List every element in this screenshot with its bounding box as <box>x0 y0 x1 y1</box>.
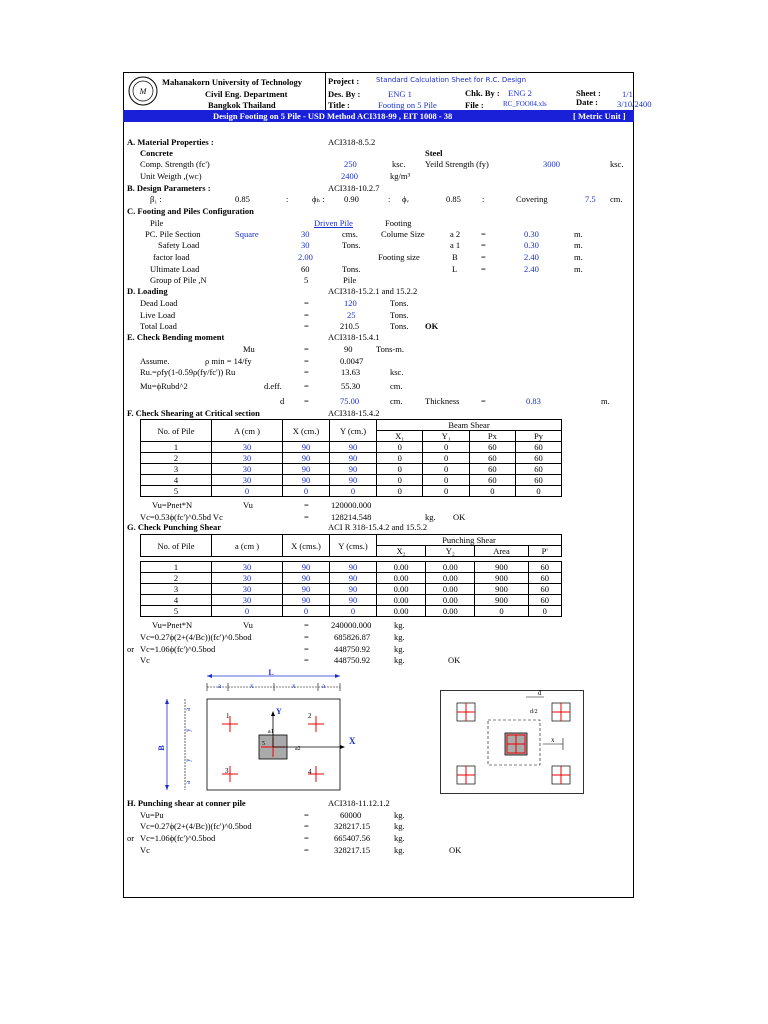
loading-ok: OK <box>425 321 439 331</box>
table-cell: 900 <box>475 573 528 584</box>
sheet-value: 1/1 <box>622 89 633 99</box>
h-vu-value: 60000 <box>340 810 362 820</box>
section-d-ref: ACI318-15.2.1 and 15.2.2 <box>328 286 418 296</box>
table-cell: 90 <box>283 573 330 584</box>
table-cell: 0 <box>377 464 423 475</box>
table-cell: 90 <box>330 475 377 486</box>
table-cell: 90 <box>330 464 377 475</box>
table-cell: 2 <box>141 453 212 464</box>
fc-value: 250 <box>344 159 357 169</box>
dim-y-top: y <box>184 728 192 732</box>
a1-value: 0.30 <box>524 240 539 250</box>
pc-value: 30 <box>301 229 310 239</box>
g-ok: OK <box>448 655 461 665</box>
B-label: B <box>452 252 458 262</box>
table-cell: 30 <box>212 453 283 464</box>
safety-load-value: 30 <box>301 240 310 250</box>
a1-unit: m. <box>574 240 583 250</box>
deff-value: 55.30 <box>341 381 361 391</box>
design-title-bar <box>123 110 634 122</box>
table-cell: 0 <box>212 486 283 497</box>
L-value: 2.40 <box>524 264 539 274</box>
dead-load-label: Dead Load <box>140 298 178 308</box>
dim-x-left: x <box>250 682 254 690</box>
table-cell: 900 <box>475 584 528 595</box>
table-cell: 0.00 <box>377 573 426 584</box>
g-vc1-label: Vc=0.27ϕ(2+(4/Bc))(fc')^0.5bod <box>140 632 252 642</box>
project-label: Project : <box>328 76 360 86</box>
table-cell: 0 <box>283 486 330 497</box>
assume-label: Assume. <box>140 356 170 366</box>
table-cell: 0 <box>423 442 469 453</box>
table-cell: 90 <box>283 464 330 475</box>
table-cell: 30 <box>212 584 283 595</box>
live-load-label: Live Load <box>140 310 176 320</box>
table-cell: 60 <box>469 453 515 464</box>
table-cell: 0 <box>212 606 283 617</box>
ultimate-load-unit: Tons. <box>342 264 361 274</box>
table-cell: 0 <box>377 475 423 486</box>
total-load-value: 210.5 <box>340 321 360 331</box>
fy-label: Yeild Strength (fy) <box>425 159 489 169</box>
pile-5-label: 5 <box>262 741 265 747</box>
f-vu-value: 120000.000 <box>331 500 372 510</box>
ru-value: 13.63 <box>341 367 361 377</box>
axis-Y-label: Y <box>276 707 282 716</box>
table-cell: 0 <box>330 606 377 617</box>
table-cell: 4 <box>141 475 212 486</box>
table-cell: 90 <box>283 562 330 573</box>
section-e-ref: ACI318-15.4.1 <box>328 332 380 342</box>
steel-heading: Steel <box>425 148 443 158</box>
table-cell: 2 <box>141 573 212 584</box>
mu-formula: Mu=ϕRubd^2 <box>140 381 188 391</box>
chk-by-label: Chk. By : <box>465 88 500 98</box>
table-cell: 0 <box>423 464 469 475</box>
h-vc1-label: Vc=0.27ϕ(2+(4/Bc))(fc')^0.5bod <box>140 821 252 831</box>
pile-3-label: 3 <box>225 767 229 775</box>
deff-unit: cm. <box>390 381 403 391</box>
group-pile-label: Group of Pile ,N <box>150 275 207 285</box>
section-g-title: G. Check Punching Shear <box>127 522 221 532</box>
table-row <box>141 486 562 497</box>
table-cell: 0.00 <box>426 606 475 617</box>
g-vc-value: 448750.92 <box>334 655 371 665</box>
pile-2-label: 2 <box>308 712 312 720</box>
d-unit: cm. <box>390 396 403 406</box>
g-vc2-label: Vc=1.06ϕ(fc')^0.5bod <box>140 644 216 654</box>
table-row <box>141 475 562 486</box>
g-vu-value: 240000.000 <box>331 620 372 630</box>
table-cell: 30 <box>212 573 283 584</box>
date-value: 3/10/2400 <box>617 99 652 109</box>
section-c-title: C. Footing and Piles Configuration <box>127 206 254 216</box>
table-row <box>141 606 562 617</box>
table-cell: 90 <box>330 562 377 573</box>
f-vc-label: Vc=0.53ϕ(fc')^0.5bd Vc <box>140 512 223 522</box>
pile-label: Pile <box>150 218 164 228</box>
table-cell: 90 <box>330 453 377 464</box>
footing-plan-diagram <box>150 668 380 798</box>
section-g-ref: ACI R 318-15.4.2 and 15.5.2 <box>328 522 428 532</box>
table-cell: 90 <box>283 475 330 486</box>
perim-d-label: d <box>538 689 542 697</box>
table-cell: 0 <box>423 453 469 464</box>
table-cell: 0.00 <box>377 606 426 617</box>
axis-X-label: X <box>349 736 356 746</box>
dim-B: B <box>157 745 166 751</box>
pile-1-label: 1 <box>226 712 230 720</box>
mu-value: 90 <box>344 344 353 354</box>
section-d-title: D. Loading <box>127 286 168 296</box>
factor-load-value: 2.00 <box>298 252 313 262</box>
table-cell: 90 <box>330 584 377 595</box>
table-cell: 0.00 <box>377 562 426 573</box>
live-load-value: 25 <box>347 310 356 320</box>
table-cell: 0 <box>469 486 515 497</box>
ultimate-load-value: 60 <box>301 264 310 274</box>
h-vc-label: Vc <box>140 845 150 855</box>
concrete-heading: Concrete <box>140 148 173 158</box>
table-cell: 60 <box>515 464 561 475</box>
deff-label: d.eff. <box>264 381 282 391</box>
a2-label: a 2 <box>450 229 461 239</box>
table-cell: 3 <box>141 464 212 475</box>
table-cell: 0.00 <box>426 584 475 595</box>
fc-unit: ksc. <box>392 159 406 169</box>
dead-load-value: 120 <box>344 298 357 308</box>
title-value: Footing on 5 Pile <box>378 100 437 110</box>
table-cell: 30 <box>212 464 283 475</box>
table-row <box>141 595 562 606</box>
university-name: Mahanakorn University of Technology <box>162 77 303 87</box>
project-value: Standard Calculation Sheet for R.C. Design <box>376 76 527 84</box>
table-cell: 90 <box>330 595 377 606</box>
mu-unit: Tons-m. <box>376 344 404 354</box>
table-cell: 30 <box>212 475 283 486</box>
table-cell: 0 <box>528 606 561 617</box>
pc-unit: cms. <box>342 229 358 239</box>
pile-type: Driven Pile <box>314 218 353 228</box>
col-a2-label: a2 <box>295 746 301 752</box>
h-vc1-value: 328217.15 <box>334 821 371 831</box>
section-a-ref: ACI318-8.5.2 <box>328 137 376 147</box>
cover-value: 7.5 <box>585 194 596 204</box>
section-f-title: F. Check Shearing at Critical section <box>127 408 260 418</box>
a1-label: a 1 <box>450 240 461 250</box>
table-cell: 60 <box>528 584 561 595</box>
d-value: 75.00 <box>340 396 360 406</box>
B-unit: m. <box>574 252 583 262</box>
table-cell: 30 <box>212 442 283 453</box>
perim-x-label: x <box>551 736 555 744</box>
dim-a-bottom: a <box>184 780 192 784</box>
table-cell: 90 <box>283 595 330 606</box>
dim-y-bottom: y <box>184 758 192 762</box>
table-cell: 60 <box>528 573 561 584</box>
table-cell: 0 <box>515 486 561 497</box>
table-cell: 0 <box>423 486 469 497</box>
file-label: File : <box>465 100 484 110</box>
pile-4-label: 4 <box>308 768 312 776</box>
colume-size-label: Colume Size <box>381 229 425 239</box>
wc-value: 2400 <box>341 171 358 181</box>
g-vc2-value: 448750.92 <box>334 644 371 654</box>
beta1-value: 0.85 <box>235 194 250 204</box>
fc-label: Comp. Strength (fc') <box>140 159 210 169</box>
section-h-ref: ACI318-11.12.1.2 <box>328 798 390 808</box>
university-logo <box>128 76 158 106</box>
phib-label: ϕₕ : <box>312 194 325 204</box>
h-vc2-label: Vc=1.06ϕ(fc')^0.5bod <box>140 833 216 843</box>
pc-shape: Square <box>235 229 259 239</box>
title-label: Title : <box>328 100 350 110</box>
g-vc-label: Vc <box>140 655 150 665</box>
table-cell: 0.00 <box>426 595 475 606</box>
section-b-title: B. Design Parameters : <box>127 183 211 193</box>
rho-min-label: ρ min = 14/fy <box>205 356 252 366</box>
table-cell: 0 <box>377 442 423 453</box>
dim-a-top: a <box>184 707 192 711</box>
f-vu-label: Vu=Pnet*N <box>152 500 193 510</box>
col-a1-label: a1 <box>268 729 274 735</box>
ru-label: Ru.=ρfy(1-0.59ρ(fy/fc')) Ru <box>140 367 236 377</box>
a2-unit: m. <box>574 229 583 239</box>
a2-value: 0.30 <box>524 229 539 239</box>
table-cell: 60 <box>515 475 561 486</box>
B-value: 2.40 <box>524 252 539 262</box>
punching-shear-table: No. of Pile a (cm ) X (cms.) Y (cms.) Punching Shear X₂ Y₂ Area P' 1 30 90 90 0.00 0.00 900 60 2 30 90 90 0.00 0.00 900 60 3 30 90 90 0.00 0.00 900 60 4 30 90 90 0.00 0.00 900 60 5 0 0 0 0.00 0.00 0 0 <box>140 534 562 617</box>
table-cell: 60 <box>528 595 561 606</box>
fy-value: 3000 <box>543 159 560 169</box>
d-label: d <box>280 396 285 406</box>
fy-unit: ksc. <box>610 159 624 169</box>
table-cell: 30 <box>212 562 283 573</box>
table-cell: 90 <box>283 453 330 464</box>
perim-d2-label: d/2 <box>530 709 538 715</box>
table-row <box>141 562 562 573</box>
wc-label: Unit Weigth ,(wᴄ) <box>140 171 202 181</box>
table-cell: 0 <box>330 486 377 497</box>
table-cell: 900 <box>475 562 528 573</box>
svg-text:M: M <box>139 87 147 96</box>
h-vc2-value: 665407.56 <box>334 833 371 843</box>
table-cell: 4 <box>141 595 212 606</box>
thickness-label: Thickness <box>425 396 460 406</box>
table-cell: 0 <box>377 453 423 464</box>
table-cell: 0.00 <box>377 595 426 606</box>
table-cell: 60 <box>515 453 561 464</box>
g-vu-label: Vu=Pnet*N <box>152 620 193 630</box>
safety-load-label: Safety Load <box>158 240 200 250</box>
g-vc1-value: 685826.87 <box>334 632 371 642</box>
design-title: Design Footing on 5 Pile - USD Method ACI318-99 , EIT 1008 - 38 <box>213 111 453 121</box>
ru-unit: ksc. <box>390 367 404 377</box>
phiv-label: ϕᵥ <box>402 194 409 204</box>
date-label: Date : <box>576 97 598 107</box>
pc-section-label: PC. Pile Section <box>145 229 201 239</box>
file-value: RC_FOO04.xls <box>503 100 547 108</box>
total-load-label: Total Load <box>140 321 177 331</box>
beam-shear-table: No. of Pile A (cm ) X (cm.) Y (cm.) Beam Shear X₁ Y₁ Px Py 1 30 90 90 0 0 60 60 2 30 90 90 0 0 60 60 3 30 90 90 0 0 60 60 4 30 90 90 0 0 60 60 5 0 0 0 0 0 0 0 <box>140 419 562 497</box>
department-name: Civil Eng. Department <box>205 89 288 99</box>
group-pile-value: 5 <box>304 275 309 285</box>
des-by-label: Des. By : <box>328 89 361 99</box>
punching-perimeter-diagram <box>440 688 585 795</box>
table-cell: 1 <box>141 442 212 453</box>
phiv-value: 0.85 <box>446 194 461 204</box>
rho-min-value: 0.0047 <box>340 356 364 366</box>
university-location: Bangkok Thailand <box>208 100 276 110</box>
table-row <box>141 464 562 475</box>
table-cell: 60 <box>515 442 561 453</box>
table-cell: 0.00 <box>426 573 475 584</box>
table-cell: 90 <box>330 442 377 453</box>
section-e-title: E. Check Bending moment <box>127 332 225 342</box>
footing-label: Footing <box>385 218 412 228</box>
footing-size-label: Footing size <box>378 252 420 262</box>
table-cell: 90 <box>330 573 377 584</box>
table-cell: 0 <box>283 606 330 617</box>
section-f-ref: ACI318-15.4.2 <box>328 408 380 418</box>
f-vc-value: 128214.548 <box>331 512 372 522</box>
h-ok: OK <box>449 845 462 855</box>
table-cell: 0 <box>377 486 423 497</box>
des-by-value: ENG 1 <box>388 89 412 99</box>
table-cell: 60 <box>469 475 515 486</box>
ultimate-load-label: Ultimate Load <box>150 264 200 274</box>
table-cell: 30 <box>212 595 283 606</box>
table-row <box>141 573 562 584</box>
table-cell: 0 <box>475 606 528 617</box>
table-cell: 5 <box>141 486 212 497</box>
wc-unit: kg/m³ <box>390 171 411 181</box>
dim-L: L <box>268 668 274 677</box>
L-label: L <box>452 264 458 274</box>
h-vc-value: 328217.15 <box>334 845 371 855</box>
thickness-value: 0.83 <box>526 396 541 406</box>
safety-load-unit: Tons. <box>342 240 361 250</box>
f-ok: OK <box>453 512 466 522</box>
beta1-label: β₁ : <box>150 194 162 204</box>
table-cell: 60 <box>469 464 515 475</box>
thickness-unit: m. <box>601 396 610 406</box>
table-cell: 0.00 <box>377 584 426 595</box>
table-row <box>141 442 562 453</box>
table-cell: 0.00 <box>426 562 475 573</box>
table-cell: 60 <box>528 562 561 573</box>
table-cell: 5 <box>141 606 212 617</box>
unit-label: [ Metric Unit ] <box>573 111 626 121</box>
table-cell: 0 <box>423 475 469 486</box>
group-pile-unit: Pile <box>343 275 357 285</box>
table-cell: 90 <box>283 442 330 453</box>
phib-value: 0.90 <box>344 194 359 204</box>
h-vu-label: Vu=Pu <box>140 810 164 820</box>
cover-unit: cm. <box>610 194 623 204</box>
factor-load-label: factor load <box>153 252 190 262</box>
table-cell: 1 <box>141 562 212 573</box>
section-a-title: A. Material Properties : <box>127 137 214 147</box>
table-cell: 900 <box>475 595 528 606</box>
table-cell: 3 <box>141 584 212 595</box>
table-cell: 60 <box>469 442 515 453</box>
table-cell: 90 <box>283 584 330 595</box>
cover-label: Covering <box>516 194 548 204</box>
mu-label: Mu <box>243 344 255 354</box>
dim-x-right: x <box>292 682 296 690</box>
section-b-ref: ACI318-10.2.7 <box>328 183 380 193</box>
table-row <box>141 453 562 464</box>
dim-a-left: a <box>218 682 222 690</box>
table-row <box>141 584 562 595</box>
dim-a-right: a <box>322 682 326 690</box>
L-unit: m. <box>574 264 583 274</box>
section-h-title: H. Punching shear at conner pile <box>127 798 246 808</box>
chk-by-value: ENG 2 <box>508 88 532 98</box>
sheet-label: Sheet : <box>576 88 601 98</box>
